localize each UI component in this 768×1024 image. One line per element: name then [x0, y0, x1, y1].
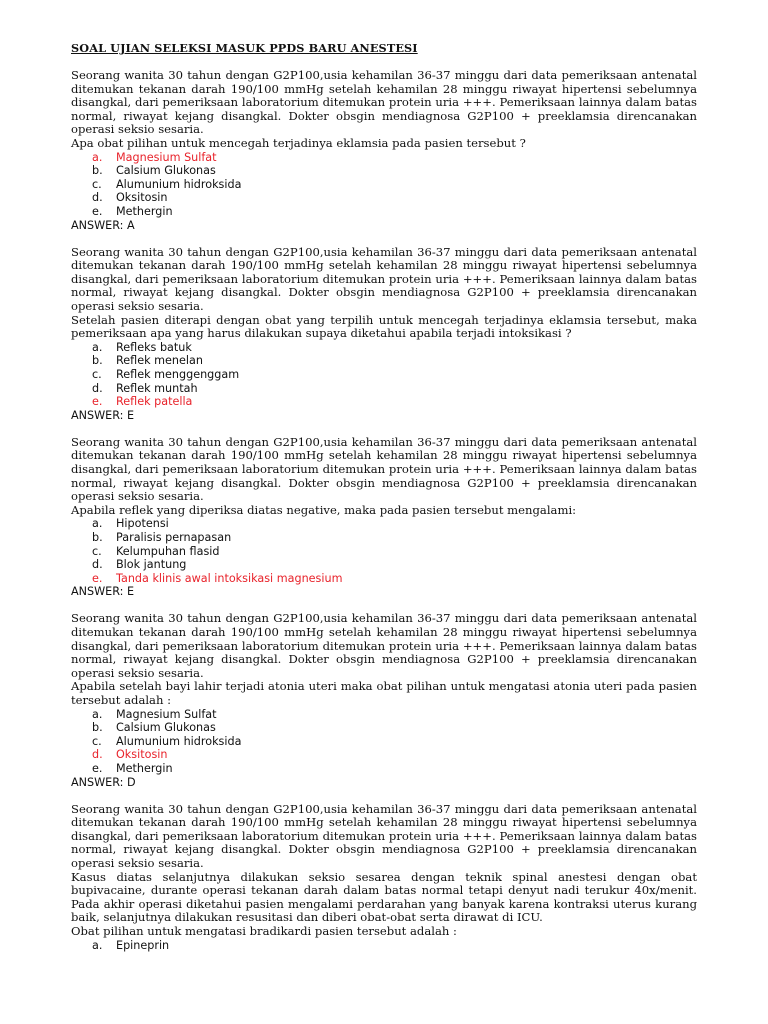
question-prompt: Obat pilihan untuk mengatasi bradikardi pasien tersebut adalah :: [71, 924, 457, 939]
option-item: [71, 178, 697, 192]
option-item: [71, 368, 697, 382]
option-item-correct: [71, 748, 697, 762]
option-item-correct: [71, 151, 697, 165]
option-letter: d.: [92, 191, 103, 205]
option-item-correct: [71, 572, 697, 586]
question-paragraph: Kasus diatas selanjutnya dilakukan seksio sesarea dengan teknik spinal anestesi dengan obat bupivacaine, durante operasi tekanan darah dalam batas normal tetapi denyut nadi terukur 40x/menit. Pada akhir operasi diketahui pasien mengalami perdarahan yang banyak karena kontraksi uterus kurang baik, selanjutnya dilakukan resusitasi dan diberi obat-obat serta dirawat di ICU.: [71, 869, 697, 925]
option-text: Hipotensi: [116, 517, 169, 531]
option-item: [71, 735, 697, 749]
option-letter: a.: [92, 517, 103, 531]
option-letter: b.: [92, 164, 103, 178]
option-letter: c.: [92, 177, 102, 191]
option-letter: a.: [92, 938, 103, 952]
answer-key: ANSWER: D: [71, 775, 136, 789]
question-prompt: Apabila reflek yang diperiksa diatas negative, maka pada pasien tersebut mengalami:: [71, 502, 577, 517]
option-text: Magnesium Sulfat: [116, 150, 217, 164]
option-item: [71, 708, 697, 722]
answer-key: ANSWER: A: [71, 218, 135, 232]
option-letter: e.: [92, 395, 103, 409]
question-block: [71, 69, 697, 232]
option-text: Epineprin: [116, 938, 170, 952]
option-item: [71, 939, 697, 953]
option-item: [71, 341, 697, 355]
option-text: Methergin: [116, 204, 173, 218]
option-letter: c.: [92, 367, 102, 381]
option-item: [71, 545, 697, 559]
option-letter: a.: [92, 150, 103, 164]
option-text: Reflek patella: [116, 395, 193, 409]
option-letter: b.: [92, 531, 103, 544]
option-text: Reflek menelan: [116, 354, 203, 368]
option-letter: a.: [92, 707, 103, 721]
option-list: [71, 517, 697, 585]
option-text: Reflek menggenggam: [116, 367, 240, 381]
question-prompt: Apabila setelah bayi lahir terjadi atonia uteri maka obat pilihan untuk mengatasi atonia uteri pada pasien tersebut adalah :: [71, 679, 697, 708]
option-text: Tanda klinis awal intoksikasi magnesium: [116, 571, 343, 585]
option-text: Paralisis pernapasan: [116, 531, 232, 544]
question-list: [71, 69, 697, 952]
option-text: Magnesium Sulfat: [116, 707, 217, 721]
option-item: [71, 558, 697, 572]
option-letter: b.: [92, 721, 103, 735]
option-item: [71, 205, 697, 219]
option-text: Alumunium hidroksida: [116, 734, 242, 748]
option-text: Methergin: [116, 762, 173, 775]
answer-key: ANSWER: E: [71, 408, 135, 422]
option-letter: e.: [92, 204, 103, 218]
option-letter: d.: [92, 748, 103, 762]
option-list: [71, 341, 697, 409]
option-letter: a.: [92, 340, 103, 354]
option-text: Kelumpuhan flasid: [116, 544, 220, 558]
option-letter: b.: [92, 354, 103, 368]
question-prompt: Setelah pasien diterapi dengan obat yang terpilih untuk mencegah terjadinya eklamsia tersebut, maka pemeriksaan apa yang harus dilakukan supaya diketahui apabila terjadi intoksikasi ?: [71, 312, 697, 341]
option-text: Calsium Glukonas: [116, 721, 216, 735]
question-paragraph: Seorang wanita 30 tahun dengan G2P100,usia kehamilan 36-37 minggu dari data pemeriksaan antenatal ditemukan tekanan darah 190/100 mmHg setelah kehamilan 28 minggu riwayat hipertensi sebelumnya disangkal, dari pemeriksaan laboratorium ditemukan protein uria +++. Pemeriksaan lainnya dalam batas normal, riwayat kejang disangkal. Dokter obsgin mendiagnosa G2P100 + preeklamsia direncanakan operasi seksio sesaria.: [71, 434, 697, 504]
question-paragraph: Seorang wanita 30 tahun dengan G2P100,usia kehamilan 36-37 minggu dari data pemeriksaan antenatal ditemukan tekanan darah 190/100 mmHg setelah kehamilan 28 minggu riwayat hipertensi sebelumnya disangkal, dari pemeriksaan laboratorium ditemukan protein uria +++. Pemeriksaan lainnya dalam batas normal, riwayat kejang disangkal. Dokter obsgin mendiagnosa G2P100 + preeklamsia direncanakan operasi seksio sesaria.: [71, 244, 697, 313]
option-text: Alumunium hidroksida: [116, 177, 242, 191]
question-block: [71, 436, 697, 599]
question-paragraph: Seorang wanita 30 tahun dengan G2P100,usia kehamilan 36-37 minggu dari data pemeriksaan antenatal ditemukan tekanan darah 190/100 mmHg setelah kehamilan 28 minggu riwayat hipertensi sebelumnya disangkal, dari pemeriksaan laboratorium ditemukan protein uria +++. Pemeriksaan lainnya dalam batas normal, riwayat kejang disangkal. Dokter obsgin mendiagnosa G2P100 + preeklamsia direncanakan operasi seksio sesaria.: [71, 68, 697, 137]
option-item: [71, 762, 697, 776]
option-item: [71, 354, 697, 368]
option-item: [71, 721, 697, 735]
option-list: [71, 151, 697, 219]
question-block: [71, 803, 697, 953]
option-letter: e.: [92, 571, 103, 585]
option-item: [71, 531, 697, 545]
question-paragraph: Seorang wanita 30 tahun dengan G2P100,usia kehamilan 36-37 minggu dari data pemeriksaan antenatal ditemukan tekanan darah 190/100 mmHg setelah kehamilan 28 minggu riwayat hipertensi sebelumnya disangkal, dari pemeriksaan laboratorium ditemukan protein uria +++. Pemeriksaan lainnya dalam batas normal, riwayat kejang disangkal. Dokter obsgin mendiagnosa G2P100 + preeklamsia direncanakan operasi seksio sesaria.: [71, 801, 697, 871]
option-text: Reflek muntah: [116, 381, 198, 395]
option-text: Refleks batuk: [116, 340, 192, 354]
question-prompt: Apa obat pilihan untuk mencegah terjadinya eklamsia pada pasien tersebut ?: [71, 135, 526, 150]
question-paragraph: Seorang wanita 30 tahun dengan G2P100,usia kehamilan 36-37 minggu dari data pemeriksaan antenatal ditemukan tekanan darah 190/100 mmHg setelah kehamilan 28 minggu riwayat hipertensi sebelumnya disangkal, dari pemeriksaan laboratorium ditemukan protein uria +++. Pemeriksaan lainnya dalam batas normal, riwayat kejang disangkal. Dokter obsgin mendiagnosa G2P100 + preeklamsia direncanakan operasi seksio sesaria.: [71, 611, 697, 680]
option-item: [71, 382, 697, 396]
option-item: [71, 517, 697, 531]
option-list: [71, 939, 697, 953]
option-letter: e.: [92, 762, 103, 775]
option-text: Calsium Glukonas: [116, 164, 216, 178]
option-text: Oksitosin: [116, 191, 168, 205]
question-block: [71, 246, 697, 423]
question-block: [71, 612, 697, 789]
option-list: [71, 708, 697, 776]
option-letter: d.: [92, 381, 103, 395]
option-text: Oksitosin: [116, 748, 168, 762]
option-item-correct: [71, 395, 697, 409]
option-letter: c.: [92, 734, 102, 748]
option-item: [71, 164, 697, 178]
answer-key: ANSWER: E: [71, 585, 135, 599]
option-letter: c.: [92, 544, 102, 558]
option-item: [71, 191, 697, 205]
option-text: Blok jantung: [116, 558, 187, 572]
option-letter: d.: [92, 558, 103, 572]
document-title: SOAL UJIAN SELEKSI MASUK PPDS BARU ANESTESI: [71, 41, 418, 55]
